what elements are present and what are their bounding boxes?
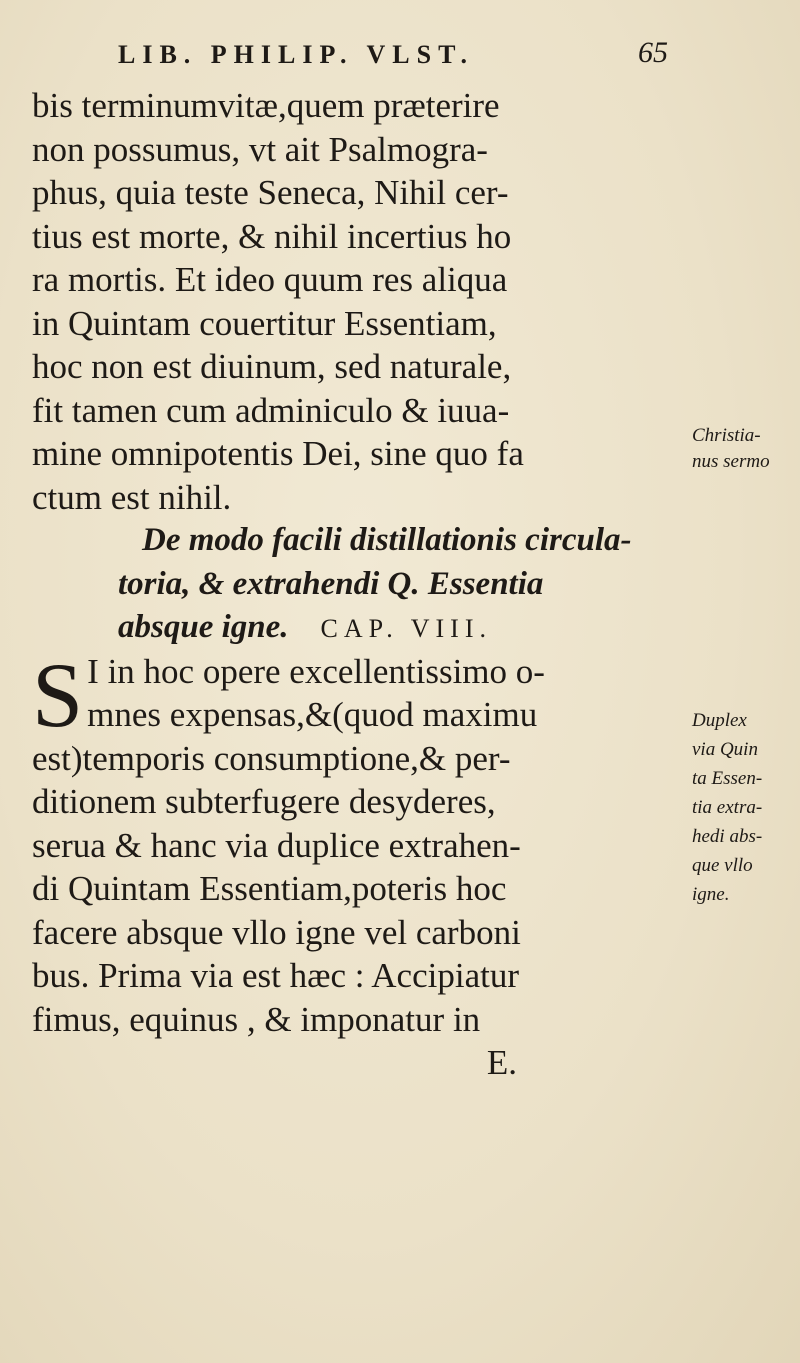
margin-note-line: nus sermo [692,451,770,472]
running-head: LIB. PHILIP. VLST. [118,40,475,69]
text-line: non possumus, vt ait Psalmogra- [32,129,488,169]
text-line: facere absque vllo igne vel carboni [32,912,521,952]
text-line: serua & hanc via duplice extrahen- [32,825,521,865]
main-text-block [32,84,672,1085]
text-line: fimus, equinus , & imponatur in [32,999,481,1039]
margin-note-duplex [692,706,800,909]
text-line: in Quintam couertitur Essentiam, [32,303,497,343]
text-line: phus, quia teste Seneca, Nihil cer- [32,173,509,212]
page-header [118,36,668,80]
text-line: bus. Prima via est hæc : Accipiatur [32,956,519,995]
text-line: mine omnipotentis Dei, sine quo fa [32,434,524,473]
margin-note-line: hedi abs- [692,826,763,847]
margin-note-line: ta Essen- [692,768,763,789]
text-line: hoc non est diuinum, sed naturale, [32,347,512,386]
margin-note-line: Christia- [692,425,761,446]
text-line: fit tamen cum adminiculo & iuua- [32,390,510,430]
margin-note-line: Duplex [692,710,747,731]
chapter-label: CAP. VIII. [320,614,492,643]
chapter-heading-line [32,606,672,650]
text-line: ra mortis. Et ideo quum res aliqua [32,260,508,299]
margin-note-line: igne. [692,884,730,905]
text-line: bis terminumvitæ,quem præterire [32,86,500,125]
text-line: ctum est nihil. [32,477,232,517]
chapter-heading-end: absque igne. [118,609,289,645]
text-line: di Quintam Essentiam,poteris hoc [32,869,507,908]
margin-note-christianus [692,423,800,475]
text-line: I in hoc opere excellentissimo o- [87,651,545,691]
margin-note-line: que vllo [692,855,753,876]
margin-note-line: tia extra- [692,797,763,818]
chapter-paragraph [32,643,672,1042]
drop-cap: S [32,643,84,746]
chapter-heading-line: De modo facili distillationis circula- [142,522,632,558]
page-number: 65 [638,36,668,69]
text-line: ditionem subterfugere desyderes, [32,782,496,821]
chapter-heading-line: toria, & extrahendi Q. Essentia [118,565,544,602]
text-line: tius est morte, & nihil incertius ho [32,216,512,256]
margin-note-line: via Quin [692,739,758,760]
text-line: mnes expensas,&(quod maximu [87,695,538,734]
catchword: E. [486,1043,518,1082]
text-line: est)temporis consumptione,& per- [32,738,511,778]
